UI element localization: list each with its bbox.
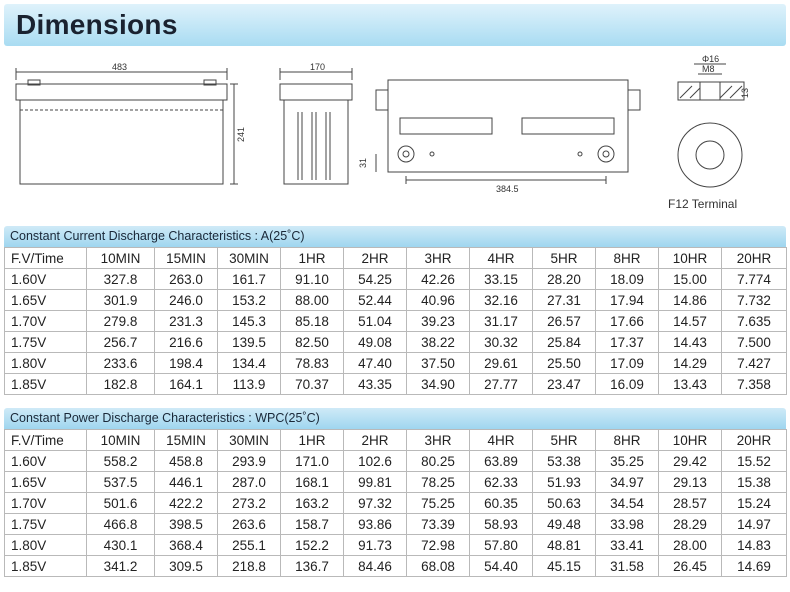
table-row — [5, 311, 787, 332]
table-cell: 33.41 — [596, 535, 659, 556]
table-cell: 327.8 — [87, 269, 155, 290]
table-cell: 231.3 — [155, 311, 218, 332]
table-row — [5, 353, 787, 374]
column-header: 20HR — [722, 430, 787, 451]
column-header: 20HR — [722, 248, 787, 269]
voltage-cell: 1.60V — [5, 269, 87, 290]
table-cell: 113.9 — [218, 374, 281, 395]
table-cell: 99.81 — [344, 472, 407, 493]
table-cell: 16.09 — [596, 374, 659, 395]
table-cell: 7.500 — [722, 332, 787, 353]
table-row — [5, 269, 787, 290]
table-cell: 17.94 — [596, 290, 659, 311]
table-cell: 97.32 — [344, 493, 407, 514]
table-cell: 14.83 — [722, 535, 787, 556]
terminal-offset-label: 31 — [358, 157, 368, 168]
table-cell: 27.77 — [470, 374, 533, 395]
table-header-row — [5, 248, 787, 269]
table-cell: 47.40 — [344, 353, 407, 374]
table-cell: 78.83 — [281, 353, 344, 374]
table-cell: 134.4 — [218, 353, 281, 374]
table-cell: 28.20 — [533, 269, 596, 290]
table-cell: 60.35 — [470, 493, 533, 514]
column-header: 4HR — [470, 248, 533, 269]
table-cell: 29.42 — [659, 451, 722, 472]
table-cell: 25.84 — [533, 332, 596, 353]
table-cell: 49.48 — [533, 514, 596, 535]
table-cell: 28.00 — [659, 535, 722, 556]
table-cell: 37.50 — [407, 353, 470, 374]
table-cell: 164.1 — [155, 374, 218, 395]
table-cell: 26.45 — [659, 556, 722, 577]
voltage-cell: 1.85V — [5, 374, 87, 395]
table-cell: 23.47 — [533, 374, 596, 395]
table-cell: 136.7 — [281, 556, 344, 577]
table-cell: 216.6 — [155, 332, 218, 353]
table-cell: 7.774 — [722, 269, 787, 290]
table-cell: 263.6 — [218, 514, 281, 535]
table-cell: 7.635 — [722, 311, 787, 332]
table-cell: 145.3 — [218, 311, 281, 332]
terminal-thread-label: M8 — [702, 64, 715, 74]
table-row — [5, 451, 787, 472]
table-cell: 218.8 — [218, 556, 281, 577]
table-cell: 34.54 — [596, 493, 659, 514]
table-cell: 466.8 — [87, 514, 155, 535]
voltage-cell: 1.85V — [5, 556, 87, 577]
table-cell: 49.08 — [344, 332, 407, 353]
table-cell: 33.98 — [596, 514, 659, 535]
terminal-diameter-label: Φ16 — [702, 54, 720, 64]
table-row — [5, 374, 787, 395]
column-header: 2HR — [344, 248, 407, 269]
voltage-cell: 1.75V — [5, 332, 87, 353]
table-cell: 38.22 — [407, 332, 470, 353]
table-cell: 422.2 — [155, 493, 218, 514]
voltage-cell: 1.75V — [5, 514, 87, 535]
voltage-cell: 1.65V — [5, 472, 87, 493]
table-cell: 279.8 — [87, 311, 155, 332]
terminal-spacing-label: 384.5 — [496, 184, 519, 194]
table-cell: 39.23 — [407, 311, 470, 332]
table-cell: 57.80 — [470, 535, 533, 556]
title-banner — [4, 4, 786, 46]
table-cell: 430.1 — [87, 535, 155, 556]
table-cell: 54.25 — [344, 269, 407, 290]
table-cell: 51.93 — [533, 472, 596, 493]
table-cell: 301.9 — [87, 290, 155, 311]
table-cell: 255.1 — [218, 535, 281, 556]
table-cell: 53.38 — [533, 451, 596, 472]
terminal-caption: F12 Terminal — [668, 197, 738, 211]
column-header: F.V/Time — [5, 430, 87, 451]
column-header: 8HR — [596, 248, 659, 269]
table-cell: 233.6 — [87, 353, 155, 374]
table-header-row — [5, 430, 787, 451]
column-header: 2HR — [344, 430, 407, 451]
page-title: Dimensions — [16, 9, 178, 40]
table-cell: 17.66 — [596, 311, 659, 332]
column-header: 3HR — [407, 248, 470, 269]
dimension-drawings — [0, 50, 790, 220]
table-cell: 168.1 — [281, 472, 344, 493]
table-cell: 30.32 — [470, 332, 533, 353]
table-cell: 40.96 — [407, 290, 470, 311]
table-cell: 91.10 — [281, 269, 344, 290]
table-cell: 341.2 — [87, 556, 155, 577]
table-cell: 163.2 — [281, 493, 344, 514]
power-discharge-section — [4, 408, 786, 577]
table-cell: 139.5 — [218, 332, 281, 353]
column-header: 4HR — [470, 430, 533, 451]
table-cell: 63.89 — [470, 451, 533, 472]
table-cell: 14.97 — [722, 514, 787, 535]
terminal-depth-label: 13 — [740, 87, 750, 98]
table-cell: 15.52 — [722, 451, 787, 472]
table-cell: 161.7 — [218, 269, 281, 290]
table-cell: 25.50 — [533, 353, 596, 374]
table-cell: 28.57 — [659, 493, 722, 514]
table-cell: 54.40 — [470, 556, 533, 577]
table-cell: 52.44 — [344, 290, 407, 311]
table-cell: 7.427 — [722, 353, 787, 374]
table-cell: 256.7 — [87, 332, 155, 353]
table-row — [5, 514, 787, 535]
table-cell: 29.13 — [659, 472, 722, 493]
table-cell: 368.4 — [155, 535, 218, 556]
table-cell: 182.8 — [87, 374, 155, 395]
column-header: 10HR — [659, 248, 722, 269]
table-cell: 446.1 — [155, 472, 218, 493]
table-cell: 34.97 — [596, 472, 659, 493]
table-cell: 15.38 — [722, 472, 787, 493]
table-cell: 58.93 — [470, 514, 533, 535]
table-cell: 80.25 — [407, 451, 470, 472]
front-width-label: 483 — [112, 62, 128, 72]
table-cell: 78.25 — [407, 472, 470, 493]
table-cell: 14.69 — [722, 556, 787, 577]
table-row — [5, 290, 787, 311]
top-view-drawing — [376, 80, 640, 184]
side-view-drawing — [280, 68, 352, 184]
table-cell: 82.50 — [281, 332, 344, 353]
current-discharge-section — [4, 226, 786, 395]
table-cell: 293.9 — [218, 451, 281, 472]
table-cell: 42.26 — [407, 269, 470, 290]
column-header: 30MIN — [218, 248, 281, 269]
table-cell: 153.2 — [218, 290, 281, 311]
current-discharge-caption: Constant Current Discharge Characteristics : A(25˚C) — [4, 226, 786, 247]
table-cell: 31.17 — [470, 311, 533, 332]
table-cell: 198.4 — [155, 353, 218, 374]
column-header: 10MIN — [87, 248, 155, 269]
table-cell: 558.2 — [87, 451, 155, 472]
table-row — [5, 472, 787, 493]
table-cell: 15.24 — [722, 493, 787, 514]
table-cell: 246.0 — [155, 290, 218, 311]
table-row — [5, 535, 787, 556]
column-header: 10HR — [659, 430, 722, 451]
table-cell: 34.90 — [407, 374, 470, 395]
table-cell: 31.58 — [596, 556, 659, 577]
column-header: 8HR — [596, 430, 659, 451]
voltage-cell: 1.65V — [5, 290, 87, 311]
table-cell: 14.57 — [659, 311, 722, 332]
table-cell: 70.37 — [281, 374, 344, 395]
table-cell: 73.39 — [407, 514, 470, 535]
table-cell: 398.5 — [155, 514, 218, 535]
table-cell: 7.358 — [722, 374, 787, 395]
column-header: F.V/Time — [5, 248, 87, 269]
table-row — [5, 493, 787, 514]
table-cell: 17.37 — [596, 332, 659, 353]
table-row — [5, 332, 787, 353]
table-cell: 15.00 — [659, 269, 722, 290]
table-cell: 14.43 — [659, 332, 722, 353]
voltage-cell: 1.80V — [5, 535, 87, 556]
table-cell: 152.2 — [281, 535, 344, 556]
table-cell: 84.46 — [344, 556, 407, 577]
column-header: 3HR — [407, 430, 470, 451]
table-cell: 91.73 — [344, 535, 407, 556]
table-cell: 75.25 — [407, 493, 470, 514]
table-cell: 50.63 — [533, 493, 596, 514]
column-header: 5HR — [533, 430, 596, 451]
table-cell: 7.732 — [722, 290, 787, 311]
column-header: 15MIN — [155, 248, 218, 269]
column-header: 1HR — [281, 430, 344, 451]
table-cell: 33.15 — [470, 269, 533, 290]
table-cell: 13.43 — [659, 374, 722, 395]
table-cell: 17.09 — [596, 353, 659, 374]
table-cell: 14.86 — [659, 290, 722, 311]
table-cell: 48.81 — [533, 535, 596, 556]
voltage-cell: 1.80V — [5, 353, 87, 374]
table-cell: 29.61 — [470, 353, 533, 374]
table-cell: 32.16 — [470, 290, 533, 311]
table-cell: 72.98 — [407, 535, 470, 556]
table-cell: 35.25 — [596, 451, 659, 472]
table-cell: 263.0 — [155, 269, 218, 290]
column-header: 30MIN — [218, 430, 281, 451]
table-cell: 51.04 — [344, 311, 407, 332]
height-label: 241 — [236, 126, 246, 142]
table-cell: 43.35 — [344, 374, 407, 395]
column-header: 10MIN — [87, 430, 155, 451]
table-row — [5, 556, 787, 577]
table-cell: 273.2 — [218, 493, 281, 514]
table-cell: 68.08 — [407, 556, 470, 577]
table-cell: 158.7 — [281, 514, 344, 535]
table-cell: 102.6 — [344, 451, 407, 472]
current-discharge-table — [4, 247, 787, 395]
front-view-drawing — [16, 68, 238, 184]
table-cell: 93.86 — [344, 514, 407, 535]
table-cell: 309.5 — [155, 556, 218, 577]
table-cell: 45.15 — [533, 556, 596, 577]
table-cell: 501.6 — [87, 493, 155, 514]
power-discharge-caption: Constant Power Discharge Characteristics : WPC(25˚C) — [4, 408, 786, 429]
table-cell: 287.0 — [218, 472, 281, 493]
table-cell: 27.31 — [533, 290, 596, 311]
column-header: 5HR — [533, 248, 596, 269]
table-cell: 14.29 — [659, 353, 722, 374]
table-cell: 85.18 — [281, 311, 344, 332]
table-cell: 171.0 — [281, 451, 344, 472]
side-width-label: 170 — [310, 62, 326, 72]
voltage-cell: 1.60V — [5, 451, 87, 472]
voltage-cell: 1.70V — [5, 493, 87, 514]
table-cell: 537.5 — [87, 472, 155, 493]
table-cell: 26.57 — [533, 311, 596, 332]
column-header: 1HR — [281, 248, 344, 269]
terminal-detail-drawing — [678, 64, 744, 187]
voltage-cell: 1.70V — [5, 311, 87, 332]
power-discharge-table — [4, 429, 787, 577]
table-cell: 62.33 — [470, 472, 533, 493]
column-header: 15MIN — [155, 430, 218, 451]
table-cell: 28.29 — [659, 514, 722, 535]
table-cell: 458.8 — [155, 451, 218, 472]
table-cell: 18.09 — [596, 269, 659, 290]
table-cell: 88.00 — [281, 290, 344, 311]
